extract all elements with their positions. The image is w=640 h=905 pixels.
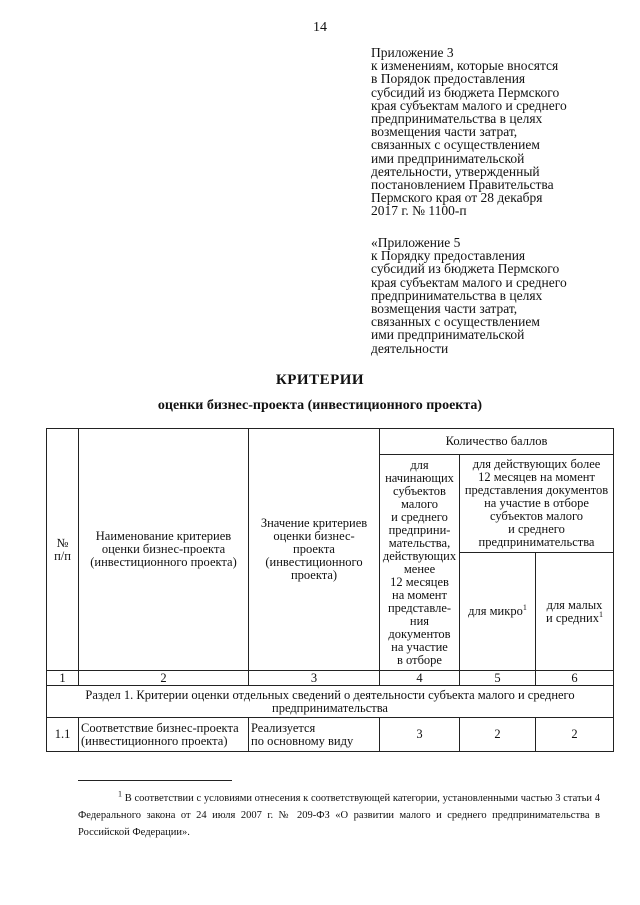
appendix-line: предпринимательства в целях: [371, 287, 543, 303]
appendix-line: края субъектам малого и среднего: [371, 97, 567, 113]
footnote: $^1$ В соответствии с условиями отнесения к соответствующей категории, установленными частью 3 статьи 4 Федерального закона от 24 июля 2007 г. № 209-ФЗ «О развитии малого и среднего предпринимательства в Российской Федерации».: [78, 789, 601, 838]
document-title: КРИТЕРИИ: [275, 372, 365, 388]
appendix-line: субсидий из бюджета Пермского: [371, 84, 560, 100]
appendix-line: субсидий из бюджета Пермского: [371, 261, 560, 277]
appendix-line: ими предпринимательской: [371, 327, 525, 343]
appendix-line: постановлением Правительства: [371, 177, 554, 193]
footnote-separator: [78, 780, 232, 781]
appendix-line: «Приложение 5: [371, 235, 461, 250]
header-points-micro: для микро$^1$: [460, 553, 536, 671]
row-points-micro: 2: [460, 718, 536, 752]
row-points-new: 3: [380, 718, 460, 752]
appendix-line: Пермского края от 28 декабря: [371, 190, 543, 206]
appendix-line: к Порядку предоставления: [371, 248, 526, 264]
appendix-line: в Порядок предоставления: [371, 71, 526, 87]
row-criteria-value: Реализуется по основному виду: [249, 718, 380, 752]
header-criteria-name: Наименование критериев оценки бизнес-проекта (инвестиционного проекта): [79, 429, 249, 671]
header-points-existing: для действующих более 12 месяцев на момент представления документов на участие в отборе субъектов малого и среднего предпринимательства: [460, 455, 614, 553]
appendix-line: возмещения части затрат,: [371, 124, 518, 140]
column-number: 1: [47, 671, 79, 686]
header-points-small-medium: для малых и средних$^1$: [536, 553, 614, 671]
page-number: 14: [313, 20, 327, 35]
header-number: № п/п: [47, 429, 79, 671]
row-points-small-medium: 2: [536, 718, 614, 752]
header-points: Количество баллов: [380, 429, 614, 455]
appendix-line: 2017 г. № 1100-п: [371, 203, 467, 219]
header-criteria-value: Значение критериев оценки бизнес- проекта (инвестиционного проекта): [249, 429, 380, 671]
appendix-line: связанных с осуществлением: [371, 137, 540, 153]
column-number: 3: [249, 671, 380, 686]
row-number: 1.1: [47, 718, 79, 752]
column-numbers-row: [47, 671, 614, 686]
appendix-line: к изменениям, которые вносятся: [371, 58, 559, 74]
row-criteria-name: Соответствие бизнес-проекта (инвестиционного проекта): [79, 718, 249, 752]
header-points-new: для начинающих субъектов малого и среднего предприни- мательства, действующих менее 12 месяцев на момент представле- ния документов на участие в отборе: [380, 455, 460, 671]
appendix-line: деятельности, утвержденный: [371, 163, 540, 179]
section-heading: Раздел 1. Критерии оценки отдельных сведений о деятельности субъекта малого и среднего предпринимательства: [47, 686, 614, 718]
appendix-line: деятельности: [371, 340, 449, 356]
column-number: 2: [79, 671, 249, 686]
appendix-line: края субъектам малого и среднего: [371, 274, 567, 290]
appendix-line: связанных с осуществлением: [371, 314, 540, 330]
criteria-table: [46, 428, 614, 752]
column-number: 4: [380, 671, 460, 686]
appendix-line: предпринимательства в целях: [371, 111, 543, 127]
table-row: [47, 718, 614, 752]
appendix-line: Приложение 3: [371, 45, 454, 60]
column-number: 5: [460, 671, 536, 686]
appendix-line: ими предпринимательской: [371, 150, 525, 166]
column-number: 6: [536, 671, 614, 686]
appendix-header-top: [371, 46, 606, 218]
document-subtitle: оценки бизнес-проекта (инвестиционного проекта): [157, 398, 483, 413]
appendix-header-second: [371, 236, 606, 355]
appendix-line: возмещения части затрат,: [371, 301, 518, 317]
